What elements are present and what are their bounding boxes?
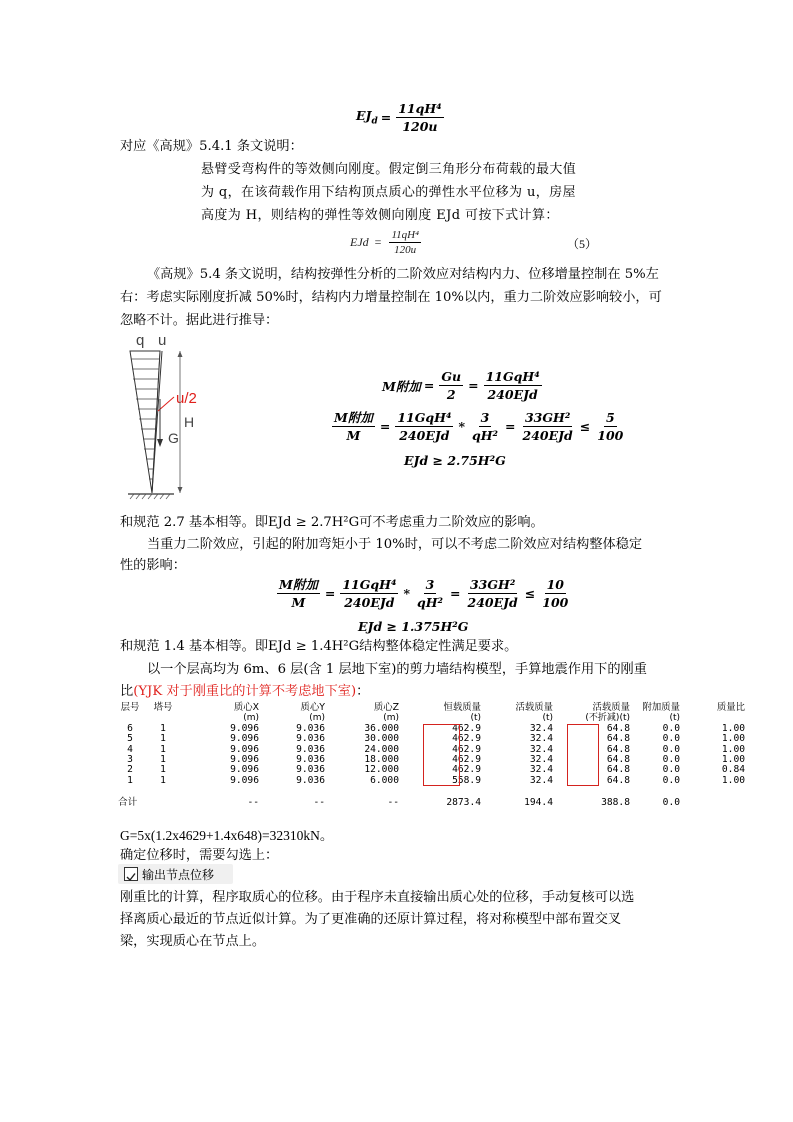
table-total-cell: 2873.4 [446,797,481,809]
d2-f4-num: 10 [546,577,565,592]
table-row-cell: 64.8 [606,743,630,755]
table-header-cell: 活载质量 [515,702,553,713]
table-row-cell: 36.000 [364,722,399,734]
table-units-cell: (m) [243,713,259,724]
quote-line-2: 为 q，在该荷载作用下结构顶点质心的弹性水平位移为 u，房屋 [201,185,576,200]
output-node-displacement-row[interactable] [118,864,233,884]
d2-f3-num: 33GH² [469,577,516,592]
table-row-cell: 462.9 [452,764,481,776]
d2-f3-den: 240EJd [467,595,518,610]
table-row-cell: 1 [127,774,133,786]
highlight-dead-load [423,724,460,786]
d1-e2-f2-num: 3 [480,410,490,425]
d1-e1-f2-den: 240EJd [487,387,538,402]
table-row-cell: 64.8 [606,733,630,745]
table-row-cell: 1 [160,722,166,734]
table-row-cell: 1.00 [721,733,745,745]
paragraph-10pct-line-1: 当重力二阶效应，引起的附加弯矩小于 10%时，可以不考虑二阶效应对结构整体稳定 [147,537,643,552]
paragraph-stiffness-line-3: 梁，实现质心在节点上。 [120,934,266,949]
table-units-cell: (不折减)(t) [585,713,630,724]
table-row-cell: 9.096 [230,764,259,776]
d1-e2-f2-den: qH² [471,428,499,443]
table-row-cell: 9.096 [230,743,259,755]
table-row-cell: 9.096 [230,722,259,734]
d1-e1-frac2 [484,368,542,403]
formula-lhs: $EJ_d$ [356,108,378,127]
table-row-cell: 9.036 [296,733,325,745]
table-units-cell: (t) [470,713,481,724]
d2-lhs [277,576,320,611]
table-row-cell: 9.036 [296,743,325,755]
paragraph-54-line-2: 右：考虑实际刚度折减 50%时，结构内力增量控制在 10%以内，重力二阶效应影响较小，可 [120,290,662,305]
d1-e1-f2-num: 11GqH⁴ [485,369,540,384]
table-row-cell: 1.00 [721,722,745,734]
table-row-cell: 0.0 [662,733,680,745]
paragraph-10pct-line-2: 性的影响： [120,558,186,573]
table-header-cell: 质心X [233,702,259,713]
derivation1-eq1: M附加 = $\frac{Gu}{2}$ = $\frac{\text{11GqH⁴}}{\text{240EJd}}$ [382,369,540,402]
d1-e2-f3 [521,409,575,444]
cantilever-load-diagram [118,331,228,503]
table-row-cell: 32.4 [529,722,553,734]
table-row-cell: 3 [127,754,133,766]
d2-f1 [340,576,398,611]
table-header-cell: 活载质量 [592,702,630,713]
d2-f1-num: 11GqH⁴ [342,577,397,592]
d2-lhs-num: M附加 [279,577,318,592]
table-row-cell: 1.00 [721,754,745,766]
table-row-cell: 0.0 [662,774,680,786]
table-row-cell: 1 [160,764,166,776]
highlight-live-load [567,724,599,786]
table-row-cell: 0.84 [721,764,745,776]
d1-e2-f1 [395,409,453,444]
d1-e2-f1-den: 240EJd [399,428,450,443]
label-u-half: u/2 [176,390,197,407]
d2-lhs-den: M [291,595,306,610]
table-row-cell: 64.8 [606,754,630,766]
table-spacer [118,786,745,798]
d1-e2-lhs [332,409,375,444]
table-total-cell: 194.4 [524,797,553,809]
table-row-cell: 9.096 [230,774,259,786]
table-row-cell: 6.000 [370,774,399,786]
label-q: q [136,332,145,349]
derivation2-eq2: EJd ≥ 1.375H²G [358,619,469,634]
paragraph-model-line-1: 以一个层高均为 6m、6 层(含 1 层地下室)的剪力墙结构模型，手算地震作用下的刚重 [147,662,647,677]
table-header-cell: 质心Z [373,702,399,713]
d2-f2-num: 3 [425,577,435,592]
formula-lhs-sub: d [371,116,378,127]
d1-e1-f1-num: Gu [441,369,462,384]
d1-e1-frac1 [439,368,463,403]
paragraph-compare-27: 和规范 2.7 基本相等。即EJd ≥ 2.7H²G可不考虑重力二阶效应的影响。 [120,515,544,530]
model-line2-suffix: ： [356,684,370,699]
derivation1-eq3: EJd ≥ 2.75H²G [404,453,506,468]
d1-e2-f4-den: 100 [597,428,624,443]
table-row-cell: 24.000 [364,743,399,755]
table-row-cell: 32.4 [529,754,553,766]
table-row-cell: 1 [160,774,166,786]
formula-fraction [396,100,443,135]
table-row-cell: 9.096 [230,754,259,766]
table-row-cell: 1.00 [721,743,745,755]
table-row-cell: 9.036 [296,722,325,734]
d1-e2-f1-num: 11GqH⁴ [397,410,452,425]
derivation1-eq2: $\frac{\text{M附加}}{M}$ = $\frac{\text{11GqH⁴}}{\text{240EJd}}$ * $\frac{3}{\text{qH²}}$ = $\frac{\text{33GH²}}{\text{240EJd}}$ ≤ $\frac{5}{100}$ [334,410,624,443]
table-row-cell: 18.000 [364,754,399,766]
d1-e1-f1-den: 2 [446,387,456,402]
formula-ejd: $EJ_d$ = $\frac{\text{11qH⁴}}{120u}$ [356,101,442,134]
table-row-cell: 1.00 [721,774,745,786]
d1-e2-f4-num: 5 [605,410,615,425]
paragraph-stiffness-line-2: 择离质心最近的节点近似计算。为了更准确的还原计算过程，将对称模型中部布置交叉 [120,912,622,927]
paragraph-model-line-2 [120,682,369,702]
yjk-note: (YJK 对于刚重比的计算不考虑地下室) [133,684,357,699]
d2-f2 [415,576,445,611]
formula-num: 11qH⁴ [398,101,442,116]
table-row-cell: 32.4 [529,764,553,776]
table-header-cell: 恒载质量 [443,702,481,713]
table-total [118,798,745,808]
table-row-cell: 0.0 [662,764,680,776]
d2-f4-den: 100 [542,595,569,610]
table-row-cell: 64.8 [606,774,630,786]
d2-f4 [540,576,570,611]
label-G: G [168,430,179,446]
d1-e2-f2 [470,409,500,444]
table-row-cell: 4 [127,743,133,755]
d2-f2-den: qH² [416,595,444,610]
table-row-cell: 1 [160,743,166,755]
table-units-cell: (m) [309,713,325,724]
table-header-cell: 附加质量 [642,702,680,713]
table-row-cell: 0.0 [662,754,680,766]
model-line2-prefix: 比 [120,684,134,699]
table-row-cell: 2 [127,764,133,776]
checkbox-label: 输出节点位移 [142,868,215,882]
table-total-cell: 0.0 [662,797,680,809]
table-total-cell: -- [313,797,325,809]
paragraph-ref-541: 对应《高规》5.4.1 条文说明： [120,139,303,154]
table-row-cell: 64.8 [606,722,630,734]
d2-f3 [466,576,520,611]
quote-eq-number: （5） [567,237,598,251]
table-units [118,713,745,723]
paragraph-displacement: 确定位移时，需要勾选上： [120,848,279,863]
quote-eq-num: 11qH⁴ [391,229,419,241]
table-row-cell: 462.9 [452,733,481,745]
table-header-cell: 质心Y [300,702,325,713]
gravity-calc: G=5x(1.2x4629+1.4x648)=32310kN。 [120,828,334,843]
table-units-cell: (t) [669,713,680,724]
table-header [118,703,745,713]
paragraph-54-line-3: 忽略不计。据此进行推导： [120,313,279,328]
quote-eq-lhs: EJd [350,235,369,249]
table-units-cell: (t) [542,713,553,724]
table-total-cell: -- [387,797,399,809]
label-u: u [158,332,167,349]
table-row-cell: 64.8 [606,764,630,776]
table-row-cell: 32.4 [529,733,553,745]
table-header-cell: 质量比 [716,702,745,713]
table-row-cell: 9.096 [230,733,259,745]
table-row-cell: 1 [160,733,166,745]
d2-f1-den: 240EJd [344,595,395,610]
label-H: H [184,414,195,430]
table-row-cell: 12.000 [364,764,399,776]
formula-den: 120u [402,119,438,134]
table-row-cell: 6 [127,722,133,734]
quote-eq-frac [389,228,420,257]
table-row-cell: 9.036 [296,754,325,766]
paragraph-compare-14: 和规范 1.4 基本相等。即EJd ≥ 1.4H²G结构整体稳定性满足要求。 [120,639,518,654]
quote-equation: EJd = $\frac{\text{11qH⁴}}{120u}$ [350,229,419,256]
d1-e2-lhs-num: M附加 [334,410,373,425]
checkbox-icon[interactable] [124,867,138,881]
table-row-cell: 32.4 [529,743,553,755]
table-total-cell: 388.8 [601,797,630,809]
table-row-cell: 0.0 [662,743,680,755]
table-header-cell: 塔号 [153,702,173,713]
quote-eq-den: 120u [394,244,417,256]
paragraph-stiffness-line-1: 刚重比的计算，程序取质心的位移。由于程序未直接输出质心处的位移，手动复核可以选 [120,890,635,905]
table-row-cell: 0.0 [662,722,680,734]
table-row-cell: 462.9 [452,722,481,734]
paragraph-54-line-1: 《高规》5.4 条文说明，结构按弹性分析的二阶效应对结构内力、位移增量控制在 5%左 [147,267,659,282]
d1-e2-f4 [595,409,625,444]
derivation2-eq1: $\frac{\text{M附加}}{M}$ = $\frac{\text{11GqH⁴}}{\text{240EJd}}$ * $\frac{3}{\text{qH²}}$ = $\frac{\text{33GH²}}{\text{240EJd}}$ ≤ $\frac{10}{100}$ [279,577,569,610]
table-row-cell: 9.036 [296,774,325,786]
d1-e2-f3-num: 33GH² [524,410,571,425]
table-row-cell: 30.000 [364,733,399,745]
table-total-cell [680,798,745,808]
checkmark-icon [125,871,137,883]
table-row-cell: 1 [160,754,166,766]
table-units-cell: (m) [383,713,399,724]
table-row-cell: 5 [127,733,133,745]
d1-e2-lhs-den: M [346,428,361,443]
table-total-cell: 合计 [118,797,138,809]
table-row-cell: 9.036 [296,764,325,776]
table-total-cell [142,798,184,808]
quote-line-1: 悬臂受弯构件的等效侧向刚度。假定倒三角形分布荷载的最大值 [201,162,577,177]
table-row-cell: 462.9 [452,743,481,755]
table-row-cell: 32.4 [529,774,553,786]
table-row-cell: 558.9 [452,774,481,786]
d1-e2-f3-den: 240EJd [522,428,573,443]
table-total-cell: -- [247,797,259,809]
table-header-cell: 层号 [120,702,140,713]
d1-e1-lhs: M附加 [382,378,421,394]
table-row-cell: 462.9 [452,754,481,766]
quote-line-3: 高度为 H，则结构的弹性等效侧向刚度 EJd 可按下式计算： [201,208,559,223]
